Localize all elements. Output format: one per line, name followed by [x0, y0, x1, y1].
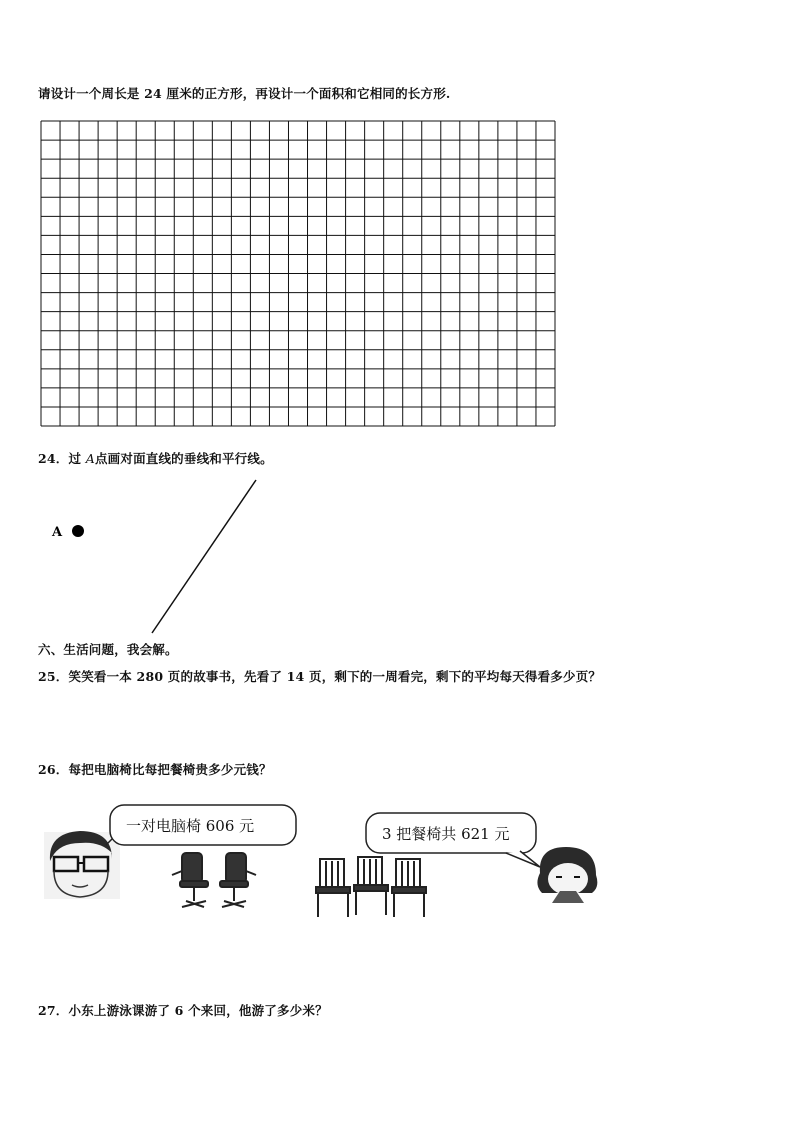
question-24-prefix: 24．过: [38, 451, 86, 466]
office-chair-icon: [220, 853, 256, 907]
slanted-line: [152, 480, 256, 633]
chair-price-illustration: [40, 795, 620, 925]
point-a-italic: A: [85, 451, 95, 466]
man-face-icon: [44, 831, 120, 899]
section-6-heading: 六、生活问题，我会解。: [38, 642, 178, 657]
dining-chair-icon: [392, 859, 426, 917]
question-26: 26．每把电脑椅比每把餐椅贵多少元钱？: [38, 762, 272, 777]
point-a-dot: [72, 525, 84, 537]
point-a-label: A: [52, 525, 63, 540]
woman-face-icon: [537, 847, 597, 903]
right-bubble-text: 3 把餐椅共 621 元: [382, 825, 510, 843]
question-24: [38, 449, 273, 467]
question-24-suffix: 点画对面直线的垂线和平行线。: [94, 451, 273, 466]
square-grid: [40, 120, 556, 428]
question-27: 27．小东上游泳课游了 6 个来回，他游了多少米？: [38, 1003, 328, 1018]
geometry-figure: [40, 470, 300, 640]
question-25: 25．笑笑看一本 280 页的故事书，先看了 14 页，剩下的一周看完，剩下的平均每天得看多少页？: [38, 669, 602, 684]
dining-chair-icon: [354, 857, 388, 915]
left-bubble-text: 一对电脑椅 606 元: [126, 817, 255, 835]
dining-chair-icon: [316, 859, 350, 917]
office-chair-icon: [172, 853, 208, 907]
instruction-text: 请设计一个周长是 24 厘米的正方形，再设计一个面积和它相同的长方形.: [38, 86, 451, 101]
